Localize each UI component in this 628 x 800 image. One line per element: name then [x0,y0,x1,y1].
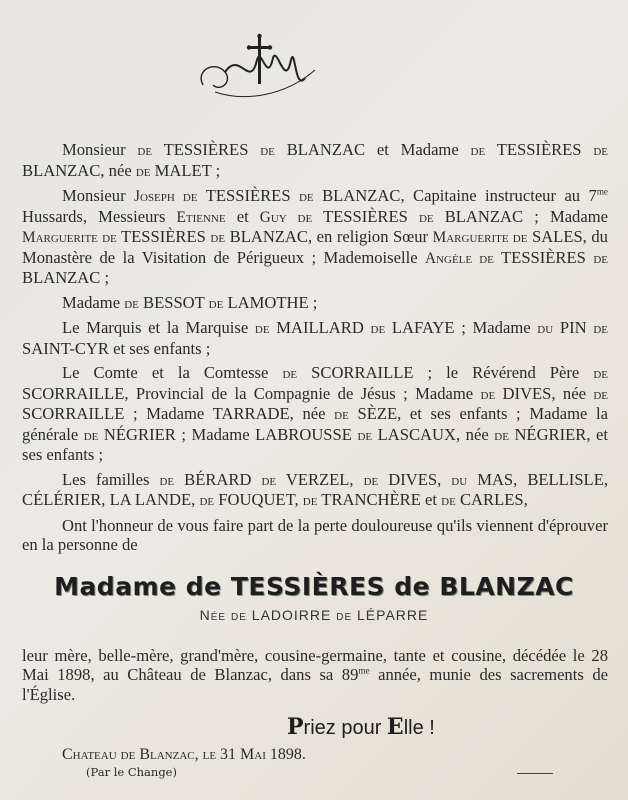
text-segment: leur mère, belle-mère, grand'mère, cousine-germaine, tante et cousine, décédée le 28 Mai 1898, au Château de Blanzac, dans sa 89 [22,645,608,684]
text-segment: Marguerite de [432,229,528,246]
paragraph [22,363,608,465]
text-segment: SAINT-CYR et ses enfants ; [22,338,211,358]
text-segment: de [470,142,486,159]
paragraph [22,516,608,555]
text-segment: Madame [62,292,125,312]
prayer-initial-e: E [386,714,404,740]
text-segment: Guy de [259,208,313,226]
paragraph [22,293,608,314]
text-segment: TRANCHÈRE et [317,490,442,509]
prayer-initial: P [287,714,304,740]
text-segment: TESSIÈRES [485,140,594,159]
text-segment: de [334,406,349,423]
text-segment: de [159,471,175,489]
text-segment: de [298,188,314,205]
text-segment: BLANZAC ; Madame [433,206,608,226]
text-segment: LAMOTHE ; [223,292,318,312]
text-segment: Le Comte et la Comtesse [62,363,283,382]
text-segment: de [593,320,608,337]
text-segment: Le Marquis et la Marquise [62,318,255,337]
text-segment: de [210,229,226,246]
text-segment: de [593,142,608,159]
text-segment: de [254,320,270,337]
text-segment: et [225,206,260,226]
text-segment: Etienne [176,208,226,226]
text-segment: BESSOT [138,292,209,312]
text-segment: Les familles [62,469,160,489]
text-segment: DIVES, [378,469,452,489]
text-segment: année, munie des sacrements de l'Église. [22,665,608,704]
text-segment: de [261,471,277,489]
text-segment: de [363,471,379,489]
ordinal-suffix: me [596,186,608,197]
text-segment: LASCAUX, née [372,424,495,444]
text-segment: BLANZAC, en religion Sœur [225,227,433,246]
text-segment: de [124,294,139,312]
text-segment: SÈZE, et ses enfants ; Madame la générale [22,404,608,444]
paragraph [22,186,608,288]
text-segment: SCORRAILLE ; Madame TARRADE, née [22,404,335,423]
text-segment: de [441,492,456,509]
text-segment: DIVES, née [495,383,594,403]
text-segment: du [537,320,554,337]
text-segment: Angèle de [425,249,494,267]
text-segment: Hussards, Messieurs [22,206,177,226]
text-segment: Monsieur [62,186,135,205]
paragraph [22,470,608,511]
text-segment: BÉRARD [174,469,262,489]
text-segment: Ont l'honneur de vous faire part de la perte douloureuse qu'ils viennent d'éprouver en la personne de [22,515,608,554]
text-segment: de [83,426,99,444]
text-segment: TESSIÈRES [312,206,419,226]
text-segment: LAFAYE ; Madame [385,318,538,337]
text-segment: Joseph de [134,188,198,205]
text-segment: de [357,426,373,444]
paragraph [22,140,608,181]
text-segment: MALET ; [150,160,221,180]
text-segment: TESSIÈRES [116,227,211,246]
text-segment: NÉGRIER ; Madame LABROUSSE [98,424,358,444]
text-segment: de [208,294,224,312]
text-segment: de [135,162,151,180]
place-date: Chateau de Blanzac, le 31 Mai 1898. [62,746,306,763]
family-announcement [22,140,608,560]
deceased-name: Madame de TESSIÈRES de BLANZAC [54,571,574,601]
text-segment: SCORRAILLE, Provincial de la Compagnie de Jésus ; Madame [22,383,481,403]
text-segment: BLANZAC et Madame [274,140,471,159]
text-segment: BLANZAC, Capitaine instructeur au 7 [313,186,597,205]
prayer-text-end: lle ! [403,717,435,739]
text-segment: de [494,426,509,444]
divider [517,773,553,774]
maiden-name: Née de LADOIRRE de LÉPARRE [199,606,429,623]
text-segment: de [199,492,215,509]
text-segment: Marguerite de [22,229,117,246]
text-segment: MAS, BELLISLE, CÉLÉRIER, LA LANDE, [22,469,608,509]
text-segment: FOUQUET, [214,490,303,509]
text-segment: BLANZAC, née [22,160,136,180]
text-segment: de [418,208,434,226]
postal-note: (Par le Change) [86,765,177,779]
text-segment: CARLES, [455,490,528,509]
text-segment: de [260,142,275,159]
text-segment: de [593,365,608,382]
text-segment: de [282,365,298,382]
text-segment: de [593,249,608,267]
text-segment: SALES, du Monastère de la Visitation de Périgueux ; Mademoiselle [22,227,608,267]
text-segment: de [370,320,386,337]
text-segment: SCORRAILLE ; le Révérend Père [297,363,594,382]
text-segment: TESSIÈRES [152,140,261,159]
paragraph [22,318,608,358]
text-segment: NÉGRIER, et ses enfants ; [22,424,609,464]
text-segment: de [302,492,318,509]
prayer-text: riez pour [303,717,387,739]
text-segment: MAILLARD [269,318,371,337]
text-segment: TESSIÈRES [493,247,594,267]
text-segment: BLANZAC ; [22,268,110,287]
death-details [22,646,608,705]
text-segment: TESSIÈRES [197,186,299,205]
ordinal-suffix: me [358,665,370,676]
text-segment: Monsieur [62,140,138,159]
prayer-line [287,714,628,741]
text-segment: VERZEL, [276,469,364,489]
text-segment: de [137,142,153,159]
text-segment: du [451,471,468,489]
text-segment: PIN [553,318,594,337]
text-segment: de [593,385,608,403]
text-segment: de [480,385,496,403]
